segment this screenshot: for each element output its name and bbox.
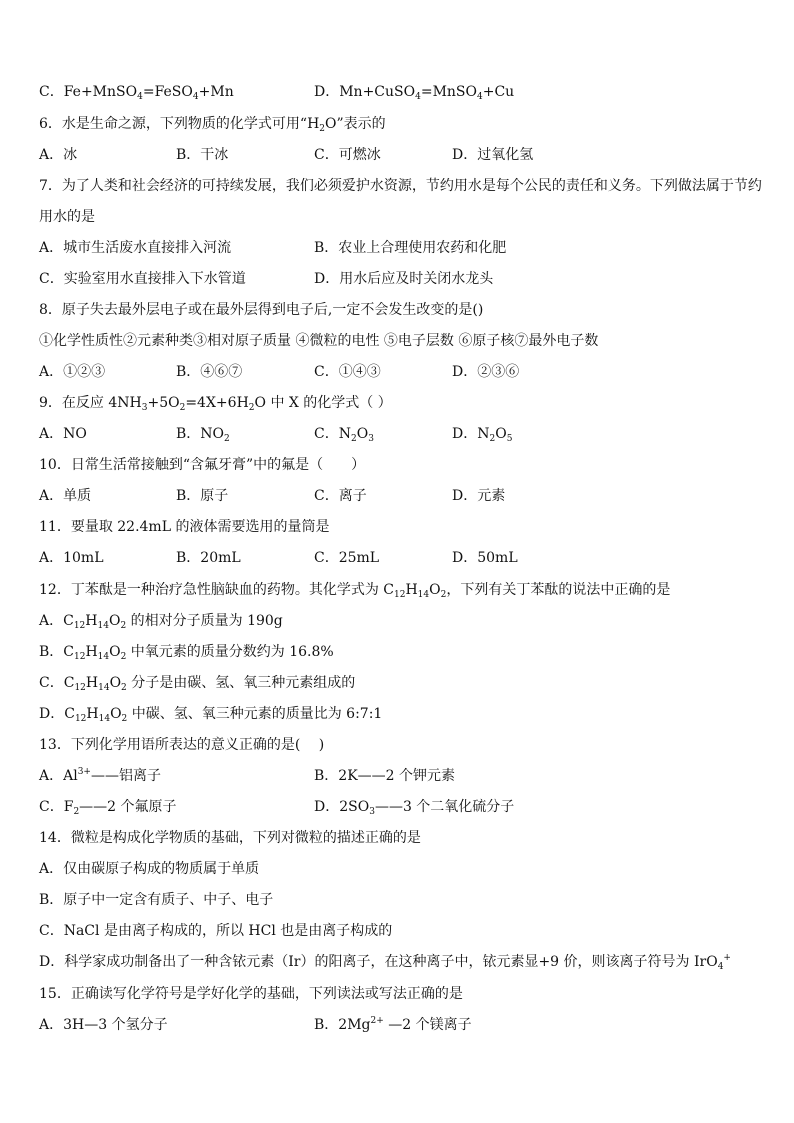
question-text-line: 15．正确读写化学符号是学好化学的基础，下列读法或写法正确的是	[39, 986, 463, 1002]
question-text-line: B．原子中一定含有质子、中子、电子	[39, 892, 274, 908]
answer-option: D．$N_2O_5$	[452, 426, 513, 444]
option-row	[39, 764, 764, 788]
answer-option: A．冰	[39, 147, 78, 163]
answer-option: A．城市生活废水直接排入河流	[39, 240, 232, 256]
answer-option: B．20mL	[176, 550, 241, 566]
answer-option: C．$F_2——2$ 个氟原子	[39, 799, 177, 817]
question-text-line: C．NaCl 是由离子构成的，所以 HCl 也是由离子构成的	[39, 923, 393, 939]
option-row	[39, 143, 764, 167]
answer-option: B．干冰	[176, 147, 229, 163]
answer-option: A．$Al^{3+}——$铝离子	[39, 767, 161, 784]
question-text-line: 6．水是生命之源，下列物质的化学式可用“$H_2O$”表示的	[39, 116, 386, 134]
answer-option: A．3H—3 个氢分子	[39, 1017, 168, 1033]
answer-option: A．①②③	[39, 364, 106, 380]
answer-option: B．④⑥⑦	[176, 364, 243, 380]
answer-option: C．可燃冰	[314, 147, 381, 163]
answer-option: B．$2Mg^{2+}$ —2 个镁离子	[314, 1016, 472, 1033]
question-text-line: A．$C_{12}H_{14}O_2$ 的相对分子质量为 190g	[39, 613, 283, 631]
option-row	[39, 422, 764, 446]
option-row	[39, 267, 764, 291]
question-text-line: D．$C_{12}H_{14}O_2$ 中碳、氢、氧三种元素的质量比为 6:7:1	[39, 706, 383, 724]
answer-option: C．离子	[314, 488, 367, 504]
question-text-line: 用水的是	[39, 209, 95, 225]
question-text-line: 9．在反应 $4NH_3+5O_2=4X+6H_2O$ 中 X 的化学式（ ）	[39, 395, 392, 413]
question-text-line: A．仅由碳原子构成的物质属于单质	[39, 861, 260, 877]
option-row	[39, 236, 764, 260]
question-text-line: 8．原子失去最外层电子或在最外层得到电子后,一定不会发生改变的是()	[39, 302, 484, 318]
answer-option: D．②③⑥	[452, 364, 520, 380]
option-row	[39, 546, 764, 570]
question-text-line: B．$C_{12}H_{14}O_2$ 中氧元素的质量分数约为 16.8%	[39, 644, 334, 662]
question-text-line: D．科学家成功制备出了一种含铱元素（Ir）的阳离子，在这种离子中，铱元素显+9 价，则该离子符号为 IrO$_4$+	[39, 953, 731, 972]
answer-option: B．2K——2 个钾元素	[314, 768, 456, 784]
answer-option: B．$NO_2$	[176, 426, 230, 444]
answer-option: A．单质	[39, 488, 92, 504]
answer-option: D．元素	[452, 488, 506, 504]
answer-option: D．50mL	[452, 550, 518, 566]
answer-option: D．$2SO_3——3$ 个二氧化硫分子	[314, 799, 515, 817]
answer-option: B．农业上合理使用农药和化肥	[314, 240, 507, 256]
answer-option: A．NO	[39, 426, 87, 442]
question-text-line: 12．丁苯酞是一种治疗急性脑缺血的药物。其化学式为 $C_{12}H_{14}O_2$，下列有关丁苯酞的说法中正确的是	[39, 582, 671, 600]
question-text-line: 7．为了人类和社会经济的可持续发展，我们必须爱护水资源，节约用水是每个公民的责任和义务。下列做法属于节约	[39, 178, 762, 194]
question-text-line: 13．下列化学用语所表达的意义正确的是( )	[39, 737, 325, 753]
answer-option: C．25mL	[314, 550, 380, 566]
question-text-line: 11．要量取 22.4mL 的液体需要选用的量筒是	[39, 519, 330, 535]
option-row	[39, 80, 764, 104]
answer-option: D．用水后应及时关闭水龙头	[314, 271, 494, 287]
question-text-line: C．$C_{12}H_{14}O_2$ 分子是由碳、氢、氧三种元素组成的	[39, 675, 356, 693]
option-row	[39, 484, 764, 508]
answer-option: A．10mL	[39, 550, 104, 566]
option-row	[39, 795, 764, 819]
answer-option: C．$N_2O_3$	[314, 426, 374, 444]
answer-option: C．实验室用水直接排入下水管道	[39, 271, 246, 287]
answer-option: C．Fe+MnSO$_4$=FeSO$_4$+Mn	[39, 84, 234, 102]
answer-option: B．原子	[176, 488, 229, 504]
answer-option: C．①④③	[314, 364, 381, 380]
option-row	[39, 360, 764, 384]
answer-option: D．Mn+CuSO$_4$=MnSO$_4$+Cu	[314, 84, 515, 102]
option-row	[39, 1013, 764, 1037]
question-text-line: 10．日常生活常接触到“含氟牙膏”中的氟是（ ）	[39, 457, 366, 473]
question-text-line: 14．微粒是构成化学物质的基础，下列对微粒的描述正确的是	[39, 830, 421, 846]
answer-option: D．过氧化氢	[452, 147, 534, 163]
question-text-line: ①化学性质性②元素种类③相对原子质量 ④微粒的电性 ⑤电子层数 ⑥原子核⑦最外电子数	[39, 333, 599, 349]
